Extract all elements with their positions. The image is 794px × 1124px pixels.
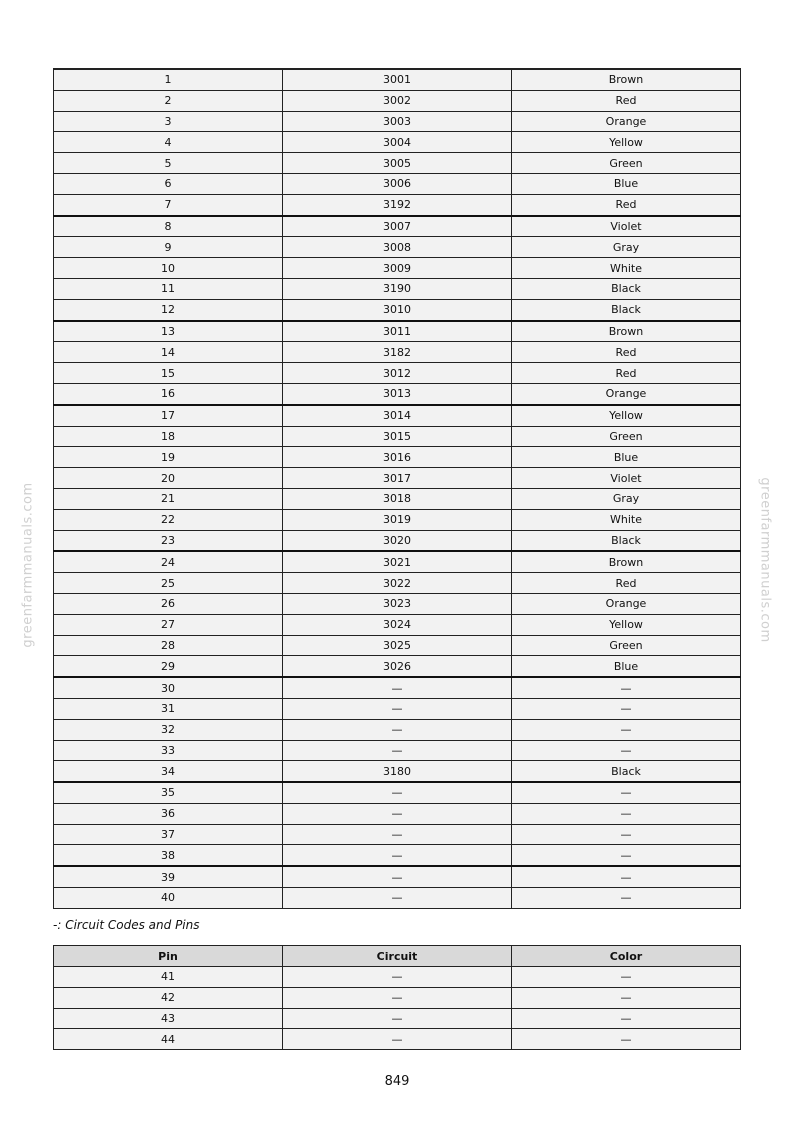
table-row [54, 426, 741, 447]
cell-circuit: 3009 [283, 258, 512, 279]
table-row [54, 363, 741, 384]
table-row [54, 405, 741, 426]
cell-circuit: — [283, 719, 512, 740]
cell-pin: 27 [54, 614, 283, 635]
page-number: 849 [384, 1074, 410, 1089]
cell-circuit: 3182 [283, 342, 512, 363]
cell-color: Violet [512, 468, 741, 489]
table-row [54, 573, 741, 594]
cell-color: Green [512, 635, 741, 656]
table-row [54, 824, 741, 845]
cell-pin: 26 [54, 593, 283, 614]
cell-pin: 28 [54, 635, 283, 656]
cell-circuit: — [283, 888, 512, 909]
table-row [54, 383, 741, 404]
cell-circuit: 3001 [283, 69, 512, 90]
cell-color: — [512, 845, 741, 866]
cell-pin: 17 [54, 405, 283, 426]
cell-pin: 19 [54, 447, 283, 468]
table-caption: -: Circuit Codes and Pins [53, 918, 200, 932]
cell-color: Yellow [512, 614, 741, 635]
cell-pin: 37 [54, 824, 283, 845]
cell-circuit: 3019 [283, 509, 512, 530]
cell-color: Violet [512, 216, 741, 237]
cell-pin: 32 [54, 719, 283, 740]
cell-circuit: — [283, 782, 512, 803]
cell-color: Blue [512, 447, 741, 468]
cell-pin: 2 [54, 90, 283, 111]
cell-color: — [512, 677, 741, 698]
pin-circuit-table [53, 68, 741, 909]
table-row [54, 803, 741, 824]
table-row [54, 216, 741, 237]
cell-color: — [512, 740, 741, 761]
table-row [54, 90, 741, 111]
cell-pin: 3 [54, 111, 283, 132]
cell-pin: 22 [54, 509, 283, 530]
cell-pin: 15 [54, 363, 283, 384]
cell-color: Blue [512, 173, 741, 194]
cell-color: White [512, 258, 741, 279]
cell-circuit: 3018 [283, 488, 512, 509]
cell-circuit: 3016 [283, 447, 512, 468]
table-row [54, 782, 741, 803]
cell-pin: 24 [54, 551, 283, 572]
table-row [54, 468, 741, 489]
cell-color: — [512, 1029, 741, 1050]
table-row [54, 278, 741, 299]
table-row [54, 111, 741, 132]
cell-color: — [512, 824, 741, 845]
cell-circuit: — [283, 1008, 512, 1029]
cell-circuit: — [283, 987, 512, 1008]
cell-color: Green [512, 426, 741, 447]
cell-color: Orange [512, 383, 741, 404]
cell-circuit: — [283, 1029, 512, 1050]
cell-circuit: 3011 [283, 321, 512, 342]
cell-pin: 41 [54, 967, 283, 988]
cell-color: Gray [512, 488, 741, 509]
table-row [54, 299, 741, 320]
cell-color: Red [512, 342, 741, 363]
cell-circuit: 3005 [283, 153, 512, 174]
cell-pin: 42 [54, 987, 283, 1008]
cell-circuit: 3022 [283, 573, 512, 594]
cell-circuit: 3010 [283, 299, 512, 320]
table-row [54, 342, 741, 363]
table-row [54, 551, 741, 572]
cell-circuit: 3014 [283, 405, 512, 426]
cell-pin: 13 [54, 321, 283, 342]
cell-circuit: — [283, 967, 512, 988]
table-row [54, 1008, 741, 1029]
cell-color: — [512, 782, 741, 803]
watermark-right: greenfarmmanuals.com [757, 477, 773, 643]
cell-color: Blue [512, 656, 741, 677]
table-row [54, 173, 741, 194]
cell-circuit: 3002 [283, 90, 512, 111]
cell-circuit: 3024 [283, 614, 512, 635]
cell-pin: 18 [54, 426, 283, 447]
cell-circuit: — [283, 824, 512, 845]
table-header-row [54, 946, 741, 967]
table-row [54, 987, 741, 1008]
table-row [54, 967, 741, 988]
cell-color: — [512, 803, 741, 824]
cell-color: Red [512, 573, 741, 594]
table-row [54, 1029, 741, 1050]
table-row [54, 258, 741, 279]
cell-pin: 14 [54, 342, 283, 363]
cell-color: — [512, 719, 741, 740]
cell-color: Black [512, 761, 741, 782]
cell-color: Orange [512, 111, 741, 132]
table-row [54, 719, 741, 740]
cell-color: Red [512, 194, 741, 215]
cell-pin: 8 [54, 216, 283, 237]
table-row [54, 677, 741, 698]
cell-pin: 4 [54, 132, 283, 153]
cell-color: Yellow [512, 405, 741, 426]
table-row [54, 866, 741, 887]
cell-circuit: 3017 [283, 468, 512, 489]
table-row [54, 447, 741, 468]
cell-color: — [512, 888, 741, 909]
cell-pin: 34 [54, 761, 283, 782]
cell-pin: 16 [54, 383, 283, 404]
table-row [54, 593, 741, 614]
cell-color: Red [512, 363, 741, 384]
cell-circuit: 3192 [283, 194, 512, 215]
cell-circuit: — [283, 677, 512, 698]
cell-pin: 20 [54, 468, 283, 489]
cell-circuit: 3013 [283, 383, 512, 404]
cell-pin: 35 [54, 782, 283, 803]
cell-circuit: 3021 [283, 551, 512, 572]
table-row [54, 845, 741, 866]
cell-circuit: — [283, 845, 512, 866]
table-row [54, 153, 741, 174]
header-pin: Pin [54, 946, 283, 967]
cell-circuit: — [283, 740, 512, 761]
cell-circuit: 3007 [283, 216, 512, 237]
table-row [54, 488, 741, 509]
cell-circuit: — [283, 866, 512, 887]
cell-circuit: 3190 [283, 278, 512, 299]
cell-pin: 7 [54, 194, 283, 215]
cell-color: Black [512, 299, 741, 320]
cell-circuit: 3006 [283, 173, 512, 194]
cell-pin: 6 [54, 173, 283, 194]
cell-color: Brown [512, 551, 741, 572]
cell-color: Black [512, 530, 741, 551]
cell-pin: 11 [54, 278, 283, 299]
table-row [54, 761, 741, 782]
cell-pin: 1 [54, 69, 283, 90]
cell-circuit: — [283, 698, 512, 719]
cell-color: — [512, 698, 741, 719]
cell-color: Red [512, 90, 741, 111]
cell-pin: 43 [54, 1008, 283, 1029]
cell-circuit: 3180 [283, 761, 512, 782]
table-row [54, 237, 741, 258]
cell-pin: 12 [54, 299, 283, 320]
cell-pin: 21 [54, 488, 283, 509]
cell-color: Black [512, 278, 741, 299]
cell-circuit: 3020 [283, 530, 512, 551]
cell-circuit: 3023 [283, 593, 512, 614]
header-circuit: Circuit [283, 946, 512, 967]
cell-pin: 23 [54, 530, 283, 551]
cell-color: White [512, 509, 741, 530]
table-row [54, 614, 741, 635]
cell-pin: 40 [54, 888, 283, 909]
cell-circuit: 3025 [283, 635, 512, 656]
cell-color: Brown [512, 69, 741, 90]
table-row [54, 530, 741, 551]
cell-circuit: 3026 [283, 656, 512, 677]
cell-color: Orange [512, 593, 741, 614]
table-row [54, 698, 741, 719]
cell-color: — [512, 866, 741, 887]
cell-pin: 33 [54, 740, 283, 761]
cell-pin: 5 [54, 153, 283, 174]
table-row [54, 69, 741, 90]
cell-color: Yellow [512, 132, 741, 153]
cell-color: — [512, 1008, 741, 1029]
cell-circuit: 3012 [283, 363, 512, 384]
table-row [54, 509, 741, 530]
table-row [54, 194, 741, 215]
cell-pin: 25 [54, 573, 283, 594]
cell-circuit: 3003 [283, 111, 512, 132]
cell-circuit: 3008 [283, 237, 512, 258]
cell-pin: 29 [54, 656, 283, 677]
table-row [54, 656, 741, 677]
cell-pin: 10 [54, 258, 283, 279]
cell-circuit: 3015 [283, 426, 512, 447]
cell-color: Brown [512, 321, 741, 342]
table-row [54, 888, 741, 909]
cell-color: — [512, 987, 741, 1008]
cell-pin: 31 [54, 698, 283, 719]
header-color: Color [512, 946, 741, 967]
watermark-left: greenfarmmanuals.com [20, 482, 36, 648]
cell-pin: 39 [54, 866, 283, 887]
table-row [54, 635, 741, 656]
cell-color: Gray [512, 237, 741, 258]
cell-color: — [512, 967, 741, 988]
cell-color: Green [512, 153, 741, 174]
cell-pin: 44 [54, 1029, 283, 1050]
table-row [54, 321, 741, 342]
cell-circuit: — [283, 803, 512, 824]
cell-pin: 36 [54, 803, 283, 824]
cell-pin: 9 [54, 237, 283, 258]
cell-pin: 38 [54, 845, 283, 866]
table-row [54, 740, 741, 761]
table-row [54, 132, 741, 153]
cell-circuit: 3004 [283, 132, 512, 153]
circuit-codes-table [53, 945, 741, 1050]
cell-pin: 30 [54, 677, 283, 698]
